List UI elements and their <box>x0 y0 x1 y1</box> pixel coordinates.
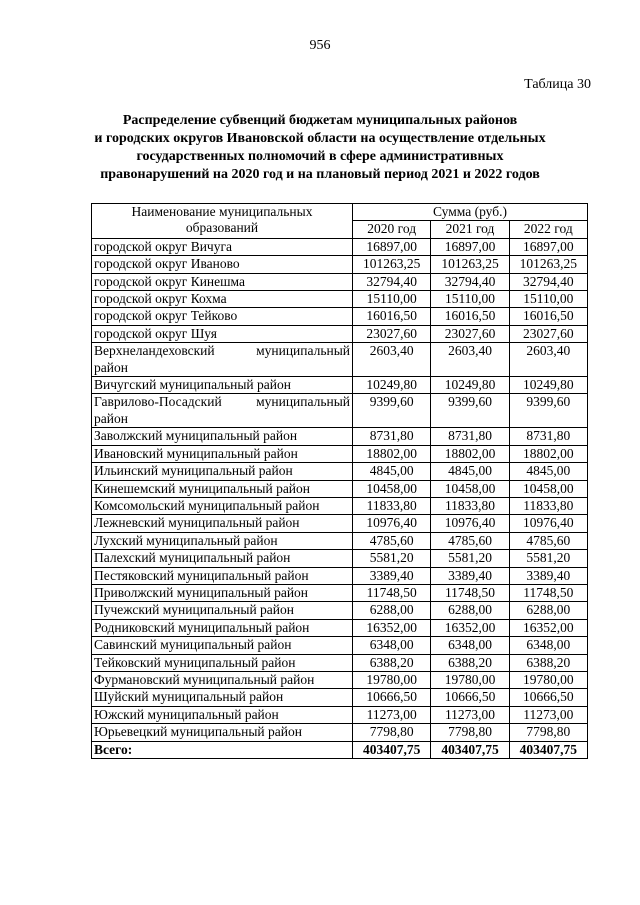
amount-cell: 4845,00 <box>509 463 587 480</box>
municipality-name-cell: Комсомольский муниципальный район <box>92 497 353 514</box>
amount-cell: 10666,50 <box>431 689 509 706</box>
amount-cell: 19780,00 <box>431 671 509 688</box>
municipality-name-cell: Шуйский муниципальный район <box>92 689 353 706</box>
municipality-name-part: Гаврилово-Посадский <box>94 394 222 410</box>
amount-cell: 10249,80 <box>509 377 587 394</box>
amount-cell: 9399,60 <box>353 394 431 428</box>
table-row <box>92 671 588 688</box>
amount-cell: 11833,80 <box>353 497 431 514</box>
amount-cell: 18802,00 <box>431 445 509 462</box>
table-label: Таблица 30 <box>524 77 591 92</box>
municipality-name-part: муниципальный <box>256 394 351 410</box>
subvention-table <box>91 203 588 759</box>
amount-cell: 6388,20 <box>431 654 509 671</box>
municipality-name-part: муниципальный <box>256 343 351 359</box>
amount-cell: 16897,00 <box>509 238 587 255</box>
amount-cell: 10976,40 <box>431 515 509 532</box>
header-name-cell <box>92 204 353 239</box>
table-row <box>92 724 588 741</box>
amount-cell: 9399,60 <box>509 394 587 428</box>
municipality-name-cell: Лухский муниципальный район <box>92 532 353 549</box>
table-row <box>92 308 588 325</box>
municipality-name-cell: Родниковский муниципальный район <box>92 619 353 636</box>
municipality-name-cell: Тейковский муниципальный район <box>92 654 353 671</box>
municipality-name-part: Верхнеландеховский <box>94 343 215 359</box>
municipality-name-cell: Приволжский муниципальный район <box>92 584 353 601</box>
amount-cell: 5581,20 <box>431 550 509 567</box>
municipality-name-cell: Фурмановский муниципальный район <box>92 671 353 688</box>
amount-cell: 5581,20 <box>509 550 587 567</box>
amount-cell: 19780,00 <box>353 671 431 688</box>
amount-cell: 5581,20 <box>353 550 431 567</box>
amount-cell: 9399,60 <box>431 394 509 428</box>
total-label-cell: Всего: <box>92 741 353 758</box>
table-row <box>92 532 588 549</box>
amount-cell: 6348,00 <box>509 637 587 654</box>
amount-cell: 11748,50 <box>431 584 509 601</box>
amount-cell: 2603,40 <box>353 343 431 377</box>
amount-cell: 10976,40 <box>353 515 431 532</box>
amount-cell: 10458,00 <box>509 480 587 497</box>
table-row <box>92 291 588 308</box>
amount-cell: 11833,80 <box>431 497 509 514</box>
amount-cell: 6288,00 <box>509 602 587 619</box>
amount-cell: 18802,00 <box>509 445 587 462</box>
amount-cell: 4845,00 <box>353 463 431 480</box>
municipality-name-line <box>94 343 350 359</box>
amount-cell: 2603,40 <box>431 343 509 377</box>
amount-cell: 6288,00 <box>353 602 431 619</box>
amount-cell: 10666,50 <box>353 689 431 706</box>
amount-cell: 11273,00 <box>509 706 587 723</box>
amount-cell: 3389,40 <box>353 567 431 584</box>
header-sum-cell: Сумма (руб.) <box>353 204 588 221</box>
table-row <box>92 238 588 255</box>
document-title <box>60 112 580 184</box>
municipality-name-line: район <box>94 410 128 426</box>
amount-cell: 11748,50 <box>353 584 431 601</box>
municipality-name-cell: городской округ Тейково <box>92 308 353 325</box>
amount-cell: 11273,00 <box>431 706 509 723</box>
table-row <box>92 706 588 723</box>
header-year-cell: 2021 год <box>431 221 509 238</box>
table-row <box>92 497 588 514</box>
amount-cell: 11273,00 <box>353 706 431 723</box>
table-header-row <box>92 204 588 221</box>
total-amount-cell: 403407,75 <box>509 741 587 758</box>
header-name-line: образований <box>185 220 259 236</box>
table-row <box>92 619 588 636</box>
amount-cell: 6388,20 <box>353 654 431 671</box>
table-row <box>92 394 588 428</box>
amount-cell: 16897,00 <box>431 238 509 255</box>
municipality-name-cell: Пестяковский муниципальный район <box>92 567 353 584</box>
amount-cell: 11833,80 <box>509 497 587 514</box>
amount-cell: 15110,00 <box>509 291 587 308</box>
header-year-cell: 2020 год <box>353 221 431 238</box>
table-row <box>92 689 588 706</box>
table-row <box>92 256 588 273</box>
page-number: 956 <box>309 38 331 53</box>
municipality-name-cell: Лежневский муниципальный район <box>92 515 353 532</box>
amount-cell: 10249,80 <box>431 377 509 394</box>
table-row <box>92 463 588 480</box>
table-row <box>92 428 588 445</box>
amount-cell: 6388,20 <box>509 654 587 671</box>
table-row <box>92 445 588 462</box>
amount-cell: 7798,80 <box>431 724 509 741</box>
amount-cell: 19780,00 <box>509 671 587 688</box>
amount-cell: 23027,60 <box>509 325 587 342</box>
amount-cell: 4845,00 <box>431 463 509 480</box>
amount-cell: 10458,00 <box>353 480 431 497</box>
amount-cell: 15110,00 <box>353 291 431 308</box>
header-year-cell: 2022 год <box>509 221 587 238</box>
municipality-name-cell: городской округ Кохма <box>92 291 353 308</box>
amount-cell: 10976,40 <box>509 515 587 532</box>
amount-cell: 7798,80 <box>509 724 587 741</box>
amount-cell: 15110,00 <box>431 291 509 308</box>
amount-cell: 4785,60 <box>431 532 509 549</box>
amount-cell: 4785,60 <box>509 532 587 549</box>
table-row <box>92 377 588 394</box>
table-row <box>92 550 588 567</box>
amount-cell: 32794,40 <box>431 273 509 290</box>
amount-cell: 8731,80 <box>431 428 509 445</box>
amount-cell: 11748,50 <box>509 584 587 601</box>
municipality-name-line: район <box>94 359 128 375</box>
total-amount-cell: 403407,75 <box>353 741 431 758</box>
table-row <box>92 637 588 654</box>
municipality-name-cell <box>92 343 353 377</box>
amount-cell: 6348,00 <box>353 637 431 654</box>
title-line: Распределение субвенций бюджетам муниципальных районов <box>122 113 518 128</box>
amount-cell: 16897,00 <box>353 238 431 255</box>
amount-cell: 7798,80 <box>353 724 431 741</box>
amount-cell: 101263,25 <box>353 256 431 273</box>
municipality-name-cell: Пучежский муниципальный район <box>92 602 353 619</box>
amount-cell: 8731,80 <box>353 428 431 445</box>
table-row <box>92 325 588 342</box>
amount-cell: 16016,50 <box>431 308 509 325</box>
amount-cell: 32794,40 <box>353 273 431 290</box>
municipality-name-cell: Вичугский муниципальный район <box>92 377 353 394</box>
table-row <box>92 584 588 601</box>
municipality-name-cell: Ивановский муниципальный район <box>92 445 353 462</box>
amount-cell: 16016,50 <box>509 308 587 325</box>
table-row <box>92 654 588 671</box>
municipality-name-cell: городской округ Иваново <box>92 256 353 273</box>
municipality-name-cell: Ильинский муниципальный район <box>92 463 353 480</box>
header-name-line: Наименование муниципальных <box>131 204 313 219</box>
table-row <box>92 480 588 497</box>
amount-cell: 16352,00 <box>431 619 509 636</box>
municipality-name-cell: городской округ Кинешма <box>92 273 353 290</box>
municipality-name-cell: Палехский муниципальный район <box>92 550 353 567</box>
table-row <box>92 343 588 377</box>
amount-cell: 10458,00 <box>431 480 509 497</box>
total-amount-cell: 403407,75 <box>431 741 509 758</box>
municipality-name-cell <box>92 394 353 428</box>
amount-cell: 4785,60 <box>353 532 431 549</box>
municipality-name-cell: Кинешемский муниципальный район <box>92 480 353 497</box>
amount-cell: 8731,80 <box>509 428 587 445</box>
title-line: государственных полномочий в сфере административных <box>136 149 504 164</box>
table-row <box>92 567 588 584</box>
municipality-name-cell: городской округ Вичуга <box>92 238 353 255</box>
municipality-name-cell: Южский муниципальный район <box>92 706 353 723</box>
amount-cell: 101263,25 <box>431 256 509 273</box>
amount-cell: 18802,00 <box>353 445 431 462</box>
amount-cell: 16352,00 <box>509 619 587 636</box>
municipality-name-cell: Савинский муниципальный район <box>92 637 353 654</box>
table-row <box>92 515 588 532</box>
amount-cell: 101263,25 <box>509 256 587 273</box>
total-row <box>92 741 588 758</box>
amount-cell: 10666,50 <box>509 689 587 706</box>
amount-cell: 6288,00 <box>431 602 509 619</box>
title-line: и городских округов Ивановской области на осуществление отдельных <box>94 131 546 146</box>
amount-cell: 16016,50 <box>353 308 431 325</box>
amount-cell: 10249,80 <box>353 377 431 394</box>
table-row <box>92 273 588 290</box>
amount-cell: 3389,40 <box>509 567 587 584</box>
municipality-name-line <box>94 394 350 410</box>
municipality-name-cell: Заволжский муниципальный район <box>92 428 353 445</box>
amount-cell: 6348,00 <box>431 637 509 654</box>
amount-cell: 32794,40 <box>509 273 587 290</box>
amount-cell: 23027,60 <box>353 325 431 342</box>
title-line: правонарушений на 2020 год и на плановый период 2021 и 2022 годов <box>100 167 540 182</box>
amount-cell: 2603,40 <box>509 343 587 377</box>
municipality-name-cell: Юрьевецкий муниципальный район <box>92 724 353 741</box>
amount-cell: 23027,60 <box>431 325 509 342</box>
amount-cell: 16352,00 <box>353 619 431 636</box>
amount-cell: 3389,40 <box>431 567 509 584</box>
table-row <box>92 602 588 619</box>
municipality-name-cell: городской округ Шуя <box>92 325 353 342</box>
